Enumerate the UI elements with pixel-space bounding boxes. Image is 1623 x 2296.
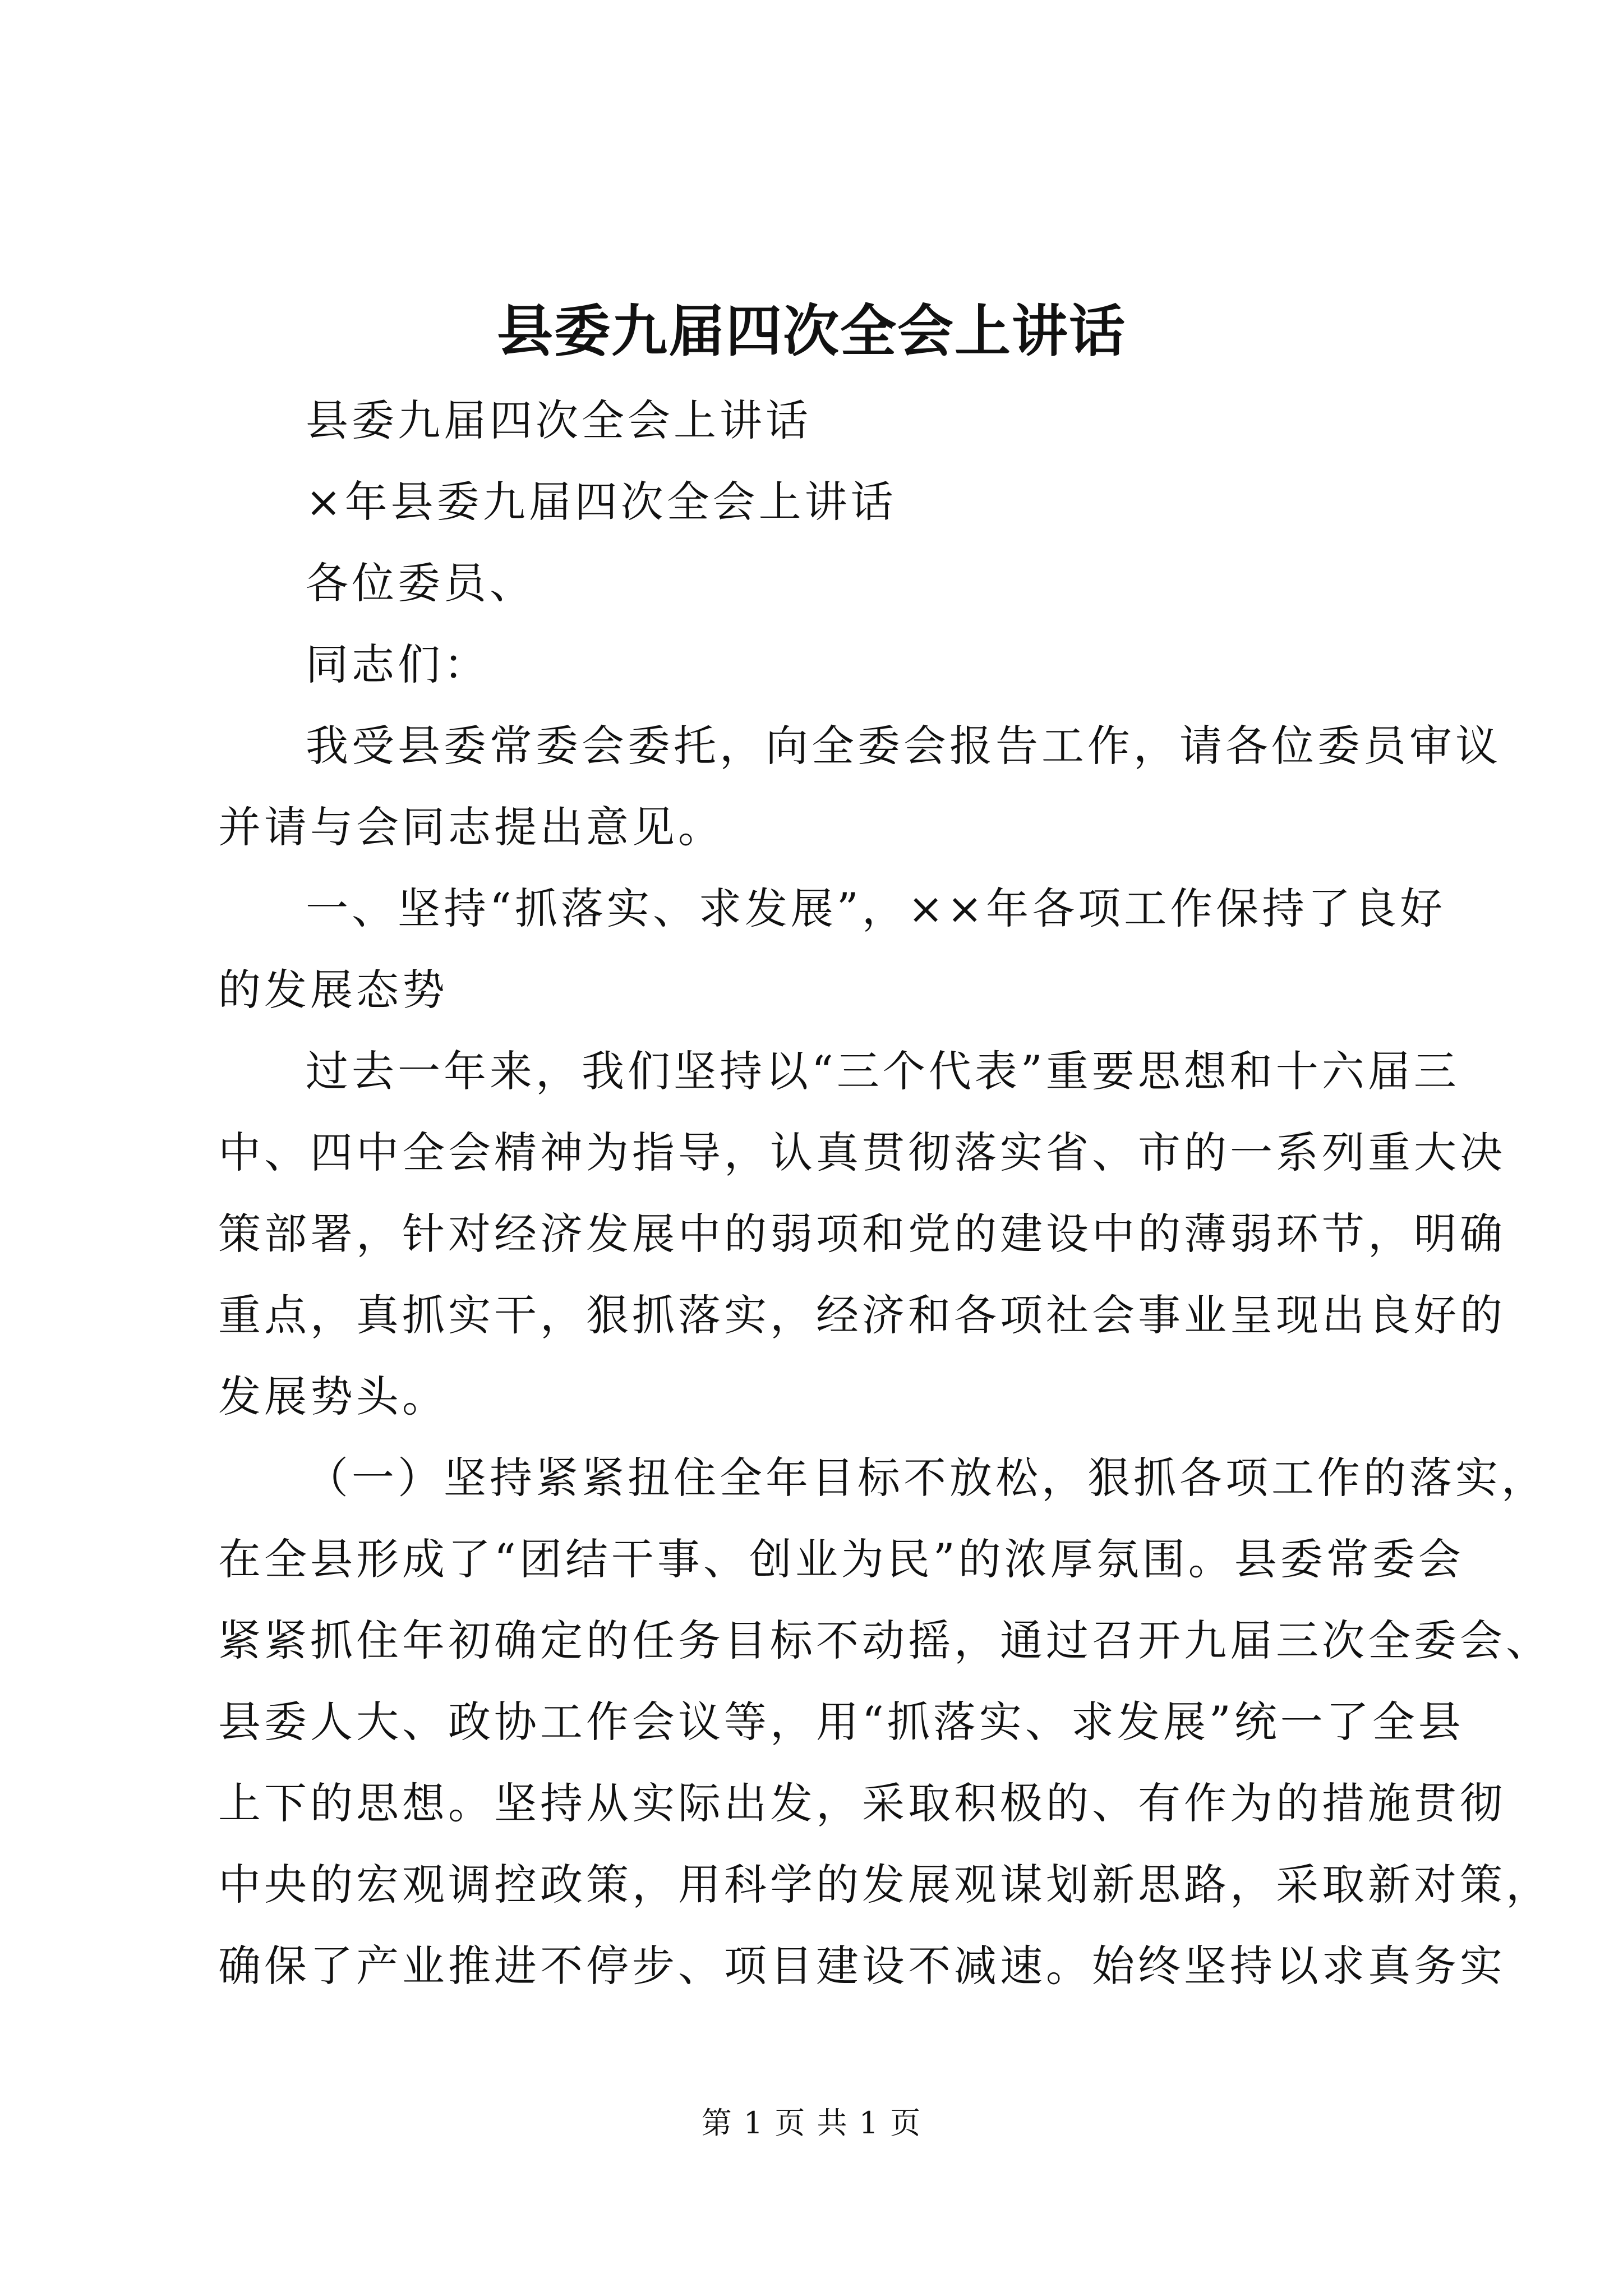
body-line: 我受县委常委会委托，向全委会报告工作，请各位委员审议 xyxy=(306,721,1501,771)
body-line: 确保了产业推进不停步、项目建设不减速。始终坚持以求真务实 xyxy=(218,1941,1506,1991)
body-line: 中央的宏观调控政策，用科学的发展观谋划新思路，采取新对策， xyxy=(218,1860,1552,1910)
subtitle-year-line: ×年县委九届四次全会上讲话 xyxy=(306,477,897,527)
body-line: 并请与会同志提出意见。 xyxy=(218,802,724,852)
salutation-line: 同志们： xyxy=(306,639,490,689)
body-line: 在全县形成了“团结干事、创业为民”的浓厚氛围。县委常委会 xyxy=(218,1534,1464,1584)
body-line: 过去一年来，我们坚持以“三个代表”重要思想和十六届三 xyxy=(306,1046,1460,1096)
body-line: 紧紧抓住年初确定的任务目标不动摇，通过召开九届三次全委会、 xyxy=(218,1616,1552,1665)
salutation-line: 各位委员、 xyxy=(306,558,536,608)
subtitle-line: 县委九届四次全会上讲话 xyxy=(306,395,811,445)
body-line: 策部署，针对经济发展中的弱项和党的建设中的薄弱环节，明确 xyxy=(218,1209,1506,1259)
body-line: 县委人大、政协工作会议等，用“抓落实、求发展”统一了全县 xyxy=(218,1697,1464,1747)
document-title: 县委九届四次全会上讲话 xyxy=(497,298,1126,364)
section-heading-line: 一、坚持“抓落实、求发展”，××年各项工作保持了良好 xyxy=(306,884,1446,933)
body-line: （一）坚持紧紧扭住全年目标不放松，狠抓各项工作的落实， xyxy=(306,1453,1547,1503)
body-line: 中、四中全会精神为指导，认真贯彻落实省、市的一系列重大决 xyxy=(218,1128,1506,1177)
body-line: 上下的思想。坚持从实际出发，采取积极的、有作为的措施贯彻 xyxy=(218,1778,1506,1828)
section-heading-line: 的发展态势 xyxy=(218,965,448,1015)
body-line: 发展势头。 xyxy=(218,1372,448,1421)
page-footer: 第 1 页 共 1 页 xyxy=(701,2105,922,2141)
body-line: 重点，真抓实干，狠抓落实，经济和各项社会事业呈现出良好的 xyxy=(218,1290,1506,1340)
